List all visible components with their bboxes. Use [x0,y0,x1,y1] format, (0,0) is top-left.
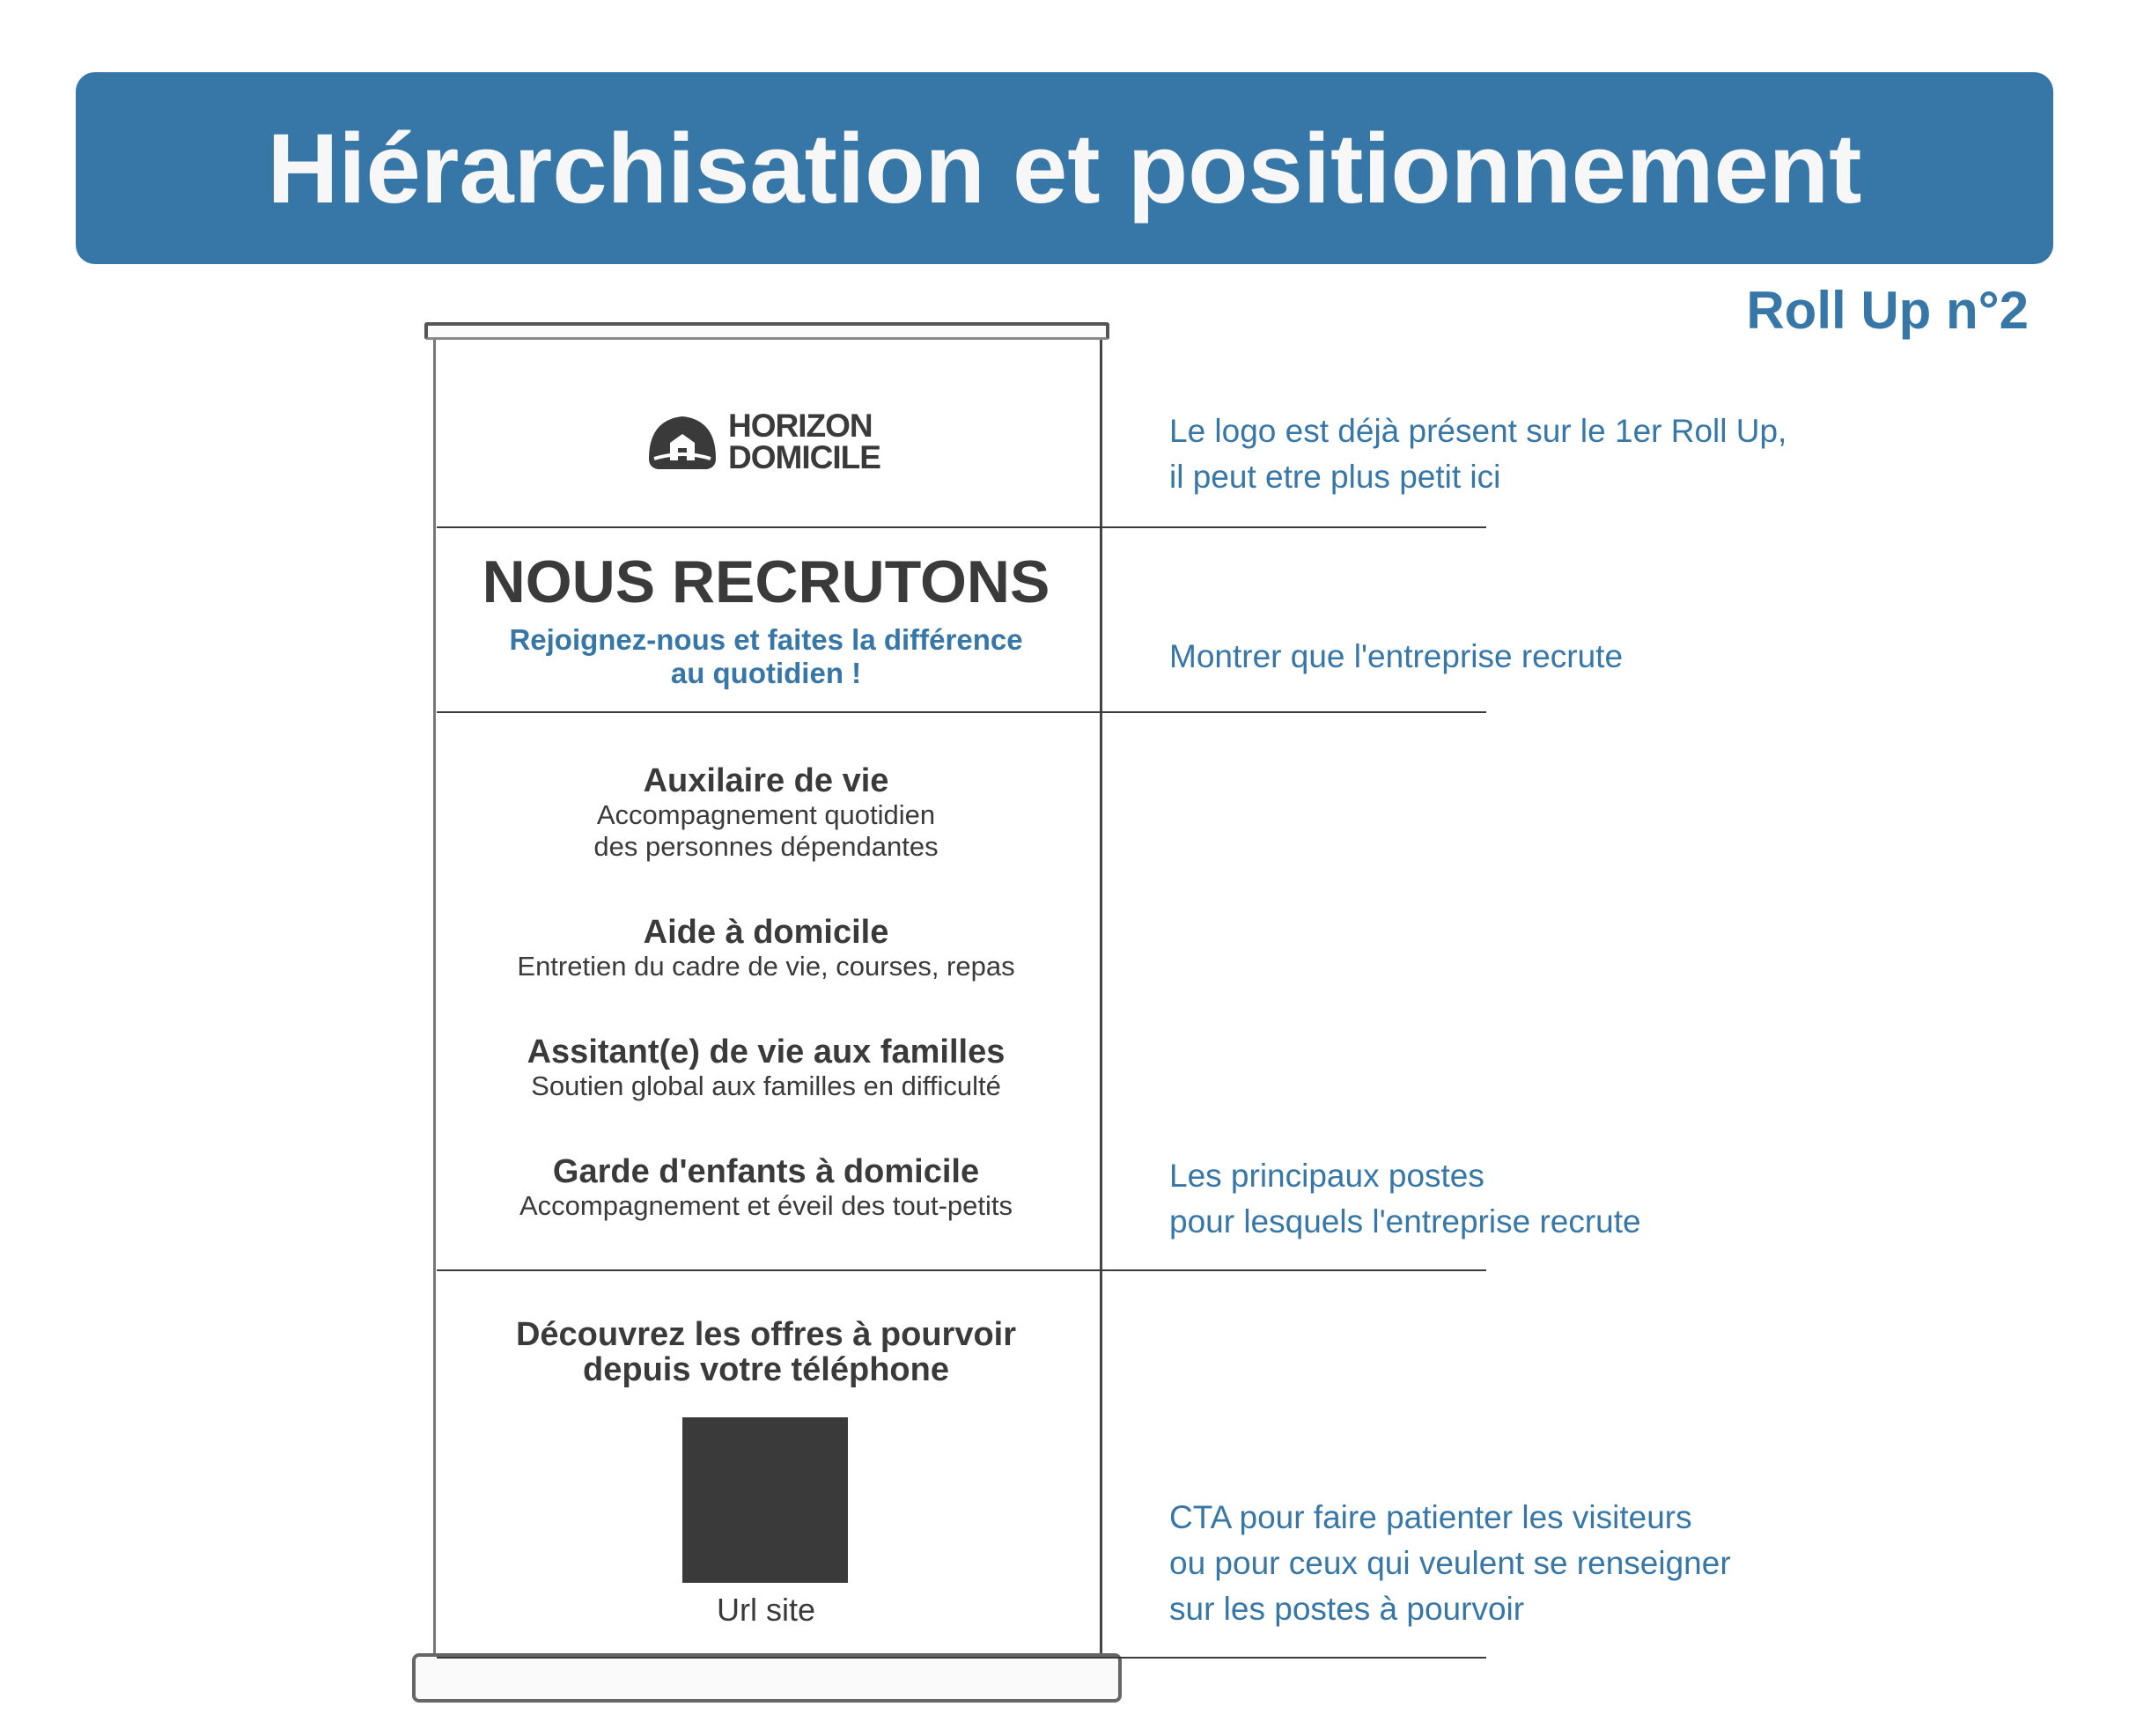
annotation-hero [1169,634,1623,680]
rollup-top-bar [424,322,1109,340]
job-item [437,1034,1095,1102]
hero-title: NOUS RECRUTONS [482,548,1050,615]
annotation-logo-line-2: il peut etre plus petit ici [1169,459,1501,495]
job-description: Accompagnement et éveil des tout-petits [519,1190,1013,1221]
company-logo [645,410,880,474]
job-item [437,762,1095,863]
annotation-cta-line-2: ou pour ceux qui veulent se renseigner [1169,1545,1731,1581]
annotation-jobs-line-2: pour lesquels l'entreprise recrute [1169,1203,1641,1239]
job-description: des personnes dépendantes [593,831,939,862]
annotation-cta-line-3: sur les postes à pourvoir [1169,1591,1525,1627]
url-label: Url site [716,1592,815,1628]
hero-section [437,548,1095,616]
job-item [437,1153,1095,1222]
qr-code [682,1417,848,1583]
cta-line-2: depuis votre téléphone [583,1351,949,1388]
cta-text [437,1317,1095,1387]
job-description: Entretien du cadre de vie, courses, repas [517,951,1015,982]
job-title: Aide à domicile [643,914,889,951]
annotation-cta-line-1: CTA pour faire patienter les visiteurs [1169,1499,1692,1535]
page-title: Hiérarchisation et positionnement [267,113,1862,224]
annotation-jobs-line-1: Les principaux postes [1169,1158,1484,1194]
logo-line-2: DOMICILE [728,439,880,475]
cta-line-1: Découvrez les offres à pourvoir [515,1316,1017,1353]
house-icon [645,411,719,473]
divider-hero [437,711,1486,713]
divider-jobs [437,1269,1486,1271]
job-title: Assitant(e) de vie aux familles [527,1034,1006,1070]
annotation-hero-line-1: Montrer que l'entreprise recrute [1169,638,1624,674]
divider-cta [437,1657,1486,1659]
logo-line-1: HORIZON [728,408,873,444]
hero-tagline-line-1: Rejoignez-nous et faites la différence [509,623,1023,656]
job-item [437,914,1095,982]
hero-tagline [437,623,1095,690]
divider-logo [437,526,1486,528]
job-title: Auxilaire de vie [643,762,889,799]
annotation-logo-line-1: Le logo est déjà présent sur le 1er Roll Up, [1169,413,1787,449]
job-description: Accompagnement quotidien [596,799,936,830]
annotation-cta [1169,1495,1731,1632]
rollup-base [412,1653,1122,1703]
job-title: Garde d'enfants à domicile [552,1153,980,1190]
job-description: Soutien global aux familles en difficulté [531,1070,1001,1101]
annotation-logo [1169,408,1786,500]
hero-tagline-line-2: au quotidien ! [670,657,862,689]
annotation-jobs [1169,1153,1641,1245]
header-bar [76,72,2053,264]
page-subtitle: Roll Up n°2 [1746,281,2029,340]
